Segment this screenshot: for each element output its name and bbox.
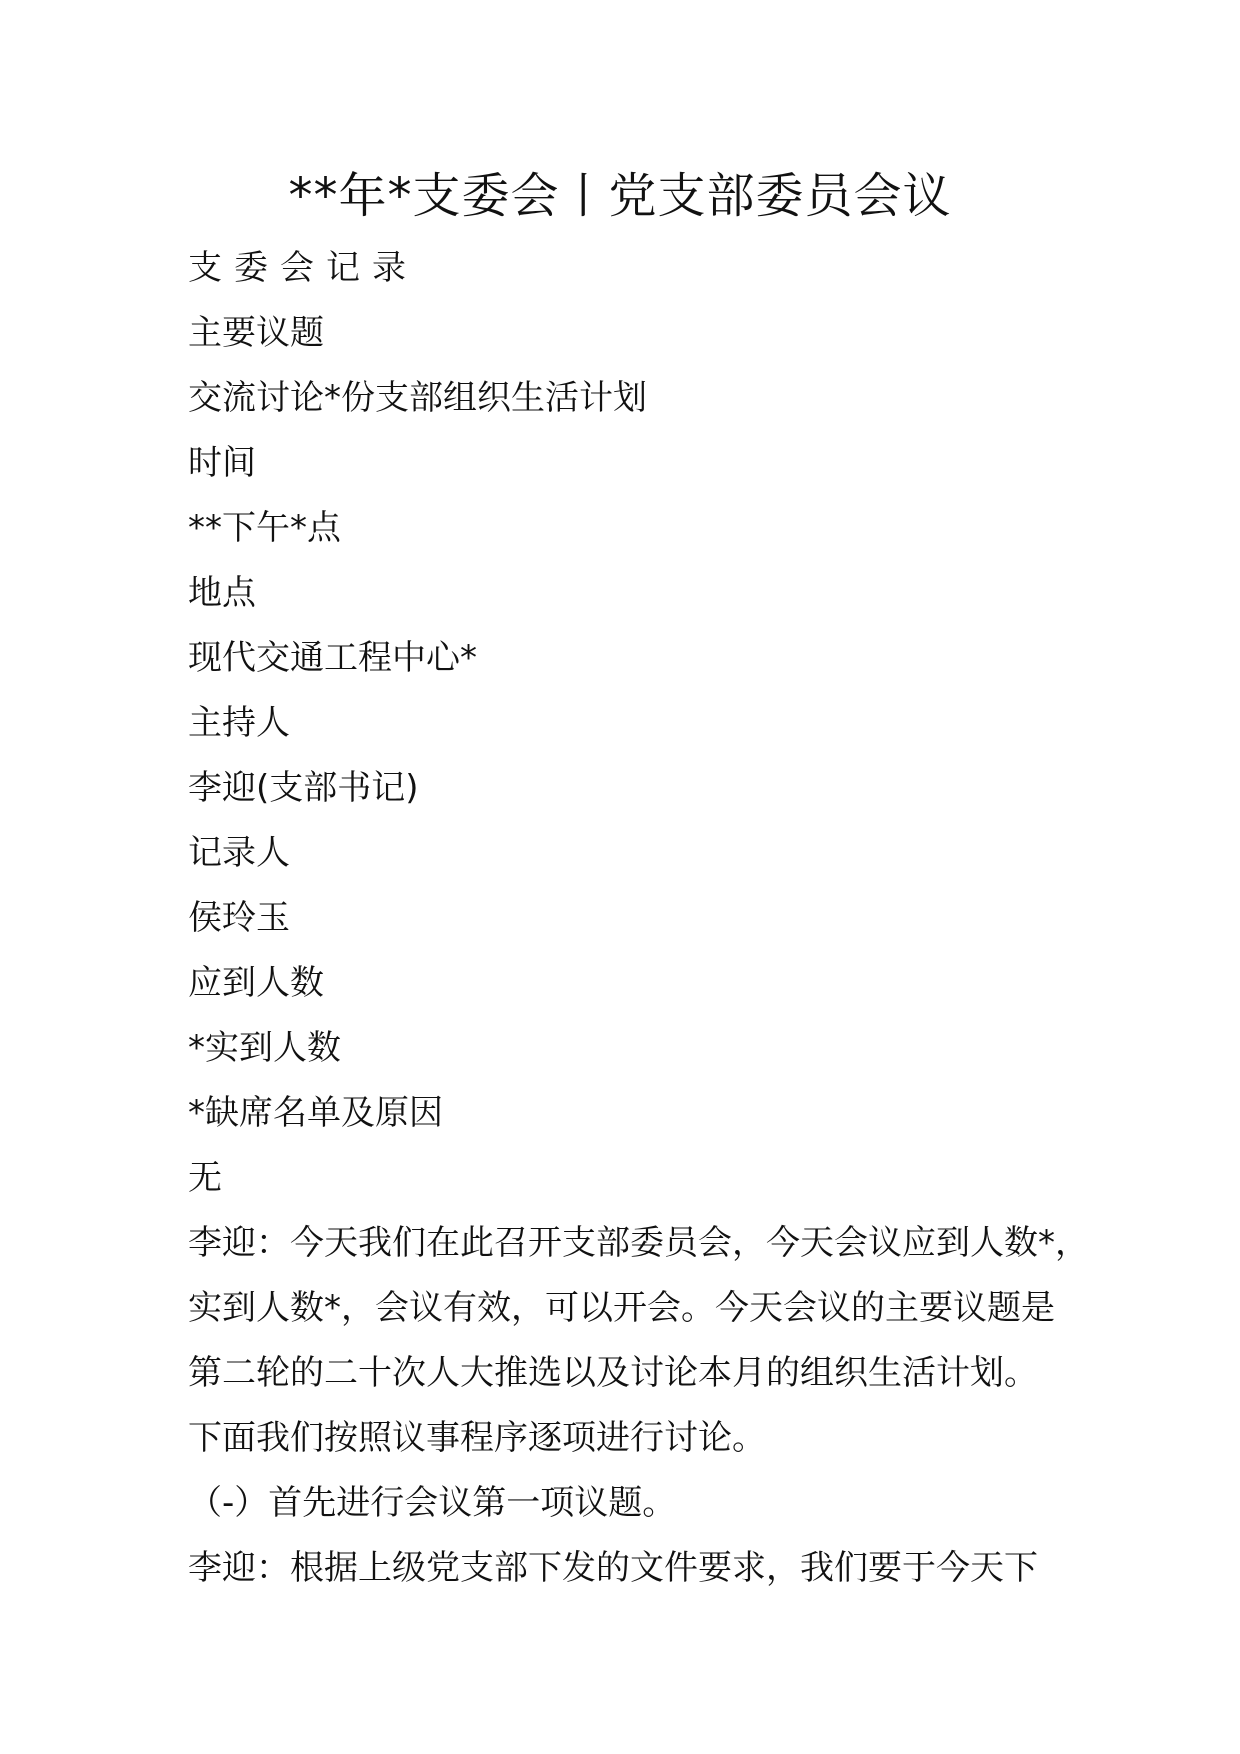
document-title: **年*支委会丨党支部委员会议 — [288, 168, 952, 224]
field-label-recorder: 记录人 — [188, 833, 290, 873]
field-value-agenda: 交流讨论*份支部组织生活计划 — [188, 378, 647, 418]
paragraph-line: 下面我们按照议事程序逐项进行讨论。 — [188, 1418, 766, 1458]
section-heading: 支委会记录 — [188, 248, 418, 288]
field-label-actual-count: *实到人数 — [188, 1028, 341, 1068]
paragraph-line: 李迎：今天我们在此召开支部委员会，今天会议应到人数*， — [188, 1223, 1089, 1263]
field-label-host: 主持人 — [188, 703, 290, 743]
field-value-location: 现代交通工程中心* — [188, 638, 477, 678]
paragraph-line: 第二轮的二十次人大推选以及讨论本月的组织生活计划。 — [188, 1353, 1038, 1393]
field-label-agenda: 主要议题 — [188, 313, 324, 353]
document-body — [188, 236, 1088, 1601]
field-value-absentees: 无 — [188, 1158, 222, 1198]
field-value-host: 李迎(支部书记) — [188, 768, 419, 808]
field-label-time: 时间 — [188, 443, 256, 483]
field-value-recorder: 侯玲玉 — [188, 898, 290, 938]
field-value-time: **下午*点 — [188, 508, 341, 548]
field-label-absentees: *缺席名单及原因 — [188, 1093, 443, 1133]
field-label-expected-count: 应到人数 — [188, 963, 324, 1003]
paragraph-line: （-）首先进行会议第一项议题。 — [188, 1483, 677, 1523]
paragraph-line: 李迎：根据上级党支部下发的文件要求，我们要于今天下 — [188, 1548, 1038, 1588]
paragraph-line: 实到人数*，会议有效，可以开会。今天会议的主要议题是 — [188, 1288, 1055, 1328]
field-label-location: 地点 — [188, 573, 256, 613]
